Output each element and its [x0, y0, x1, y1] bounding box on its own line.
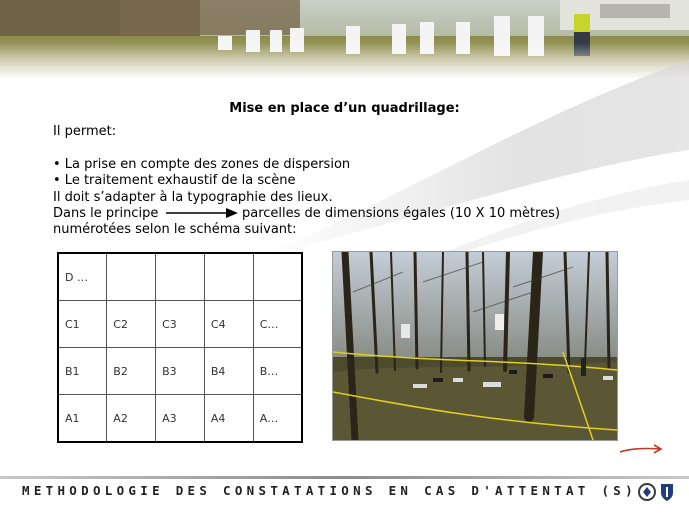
grid-row-c — [58, 301, 302, 348]
adapt-line: Il doit s’adapter à la typographie des lieux. — [53, 190, 333, 205]
next-slide-arrow-icon[interactable] — [618, 440, 664, 458]
grid-cell: B4 — [204, 348, 253, 395]
grid-cell: A3 — [156, 395, 205, 443]
grid-cell: C2 — [107, 301, 156, 348]
grid-cell: B… — [253, 348, 302, 395]
grid-cell — [156, 253, 205, 301]
forest-scene-photo — [332, 251, 618, 441]
grid-diagram — [57, 252, 303, 443]
grid-cell — [107, 253, 156, 301]
grid-cell: A2 — [107, 395, 156, 443]
grid-row-a — [58, 395, 302, 443]
grid-cell: C… — [253, 301, 302, 348]
grid-row-b — [58, 348, 302, 395]
grid-cell: A… — [253, 395, 302, 443]
grid-cell: A1 — [58, 395, 107, 443]
grid-cell: B1 — [58, 348, 107, 395]
arrow-right-icon — [166, 206, 238, 220]
grid-row-d — [58, 253, 302, 301]
bullet-traitement: • Le traitement exhaustif de la scène — [53, 173, 296, 188]
slide-title: Mise en place d’un quadrillage: — [229, 101, 460, 116]
grid-cell: B2 — [107, 348, 156, 395]
grid-cell: B3 — [156, 348, 205, 395]
schema-line: numérotées selon le schéma suivant: — [53, 222, 297, 237]
principe-label: Dans le principe — [53, 206, 159, 221]
footer-divider — [0, 476, 689, 479]
grid-cell: A4 — [204, 395, 253, 443]
grid-cell: C3 — [156, 301, 205, 348]
intro-text: Il permet: — [53, 124, 117, 139]
footer-title: METHODOLOGIE DES CONSTATATIONS EN CAS D'ATTENTAT (S) — [22, 483, 637, 498]
gendarmerie-logo-icon — [637, 481, 677, 503]
parcelles-text: parcelles de dimensions égales (10 X 10 mètres) — [242, 206, 561, 221]
grid-cell: D … — [58, 253, 107, 301]
grid-cell: C4 — [204, 301, 253, 348]
grid-cell: C1 — [58, 301, 107, 348]
grid-cell — [253, 253, 302, 301]
grid-cell — [204, 253, 253, 301]
bullet-dispersion: • La prise en compte des zones de dispersion — [53, 157, 351, 172]
